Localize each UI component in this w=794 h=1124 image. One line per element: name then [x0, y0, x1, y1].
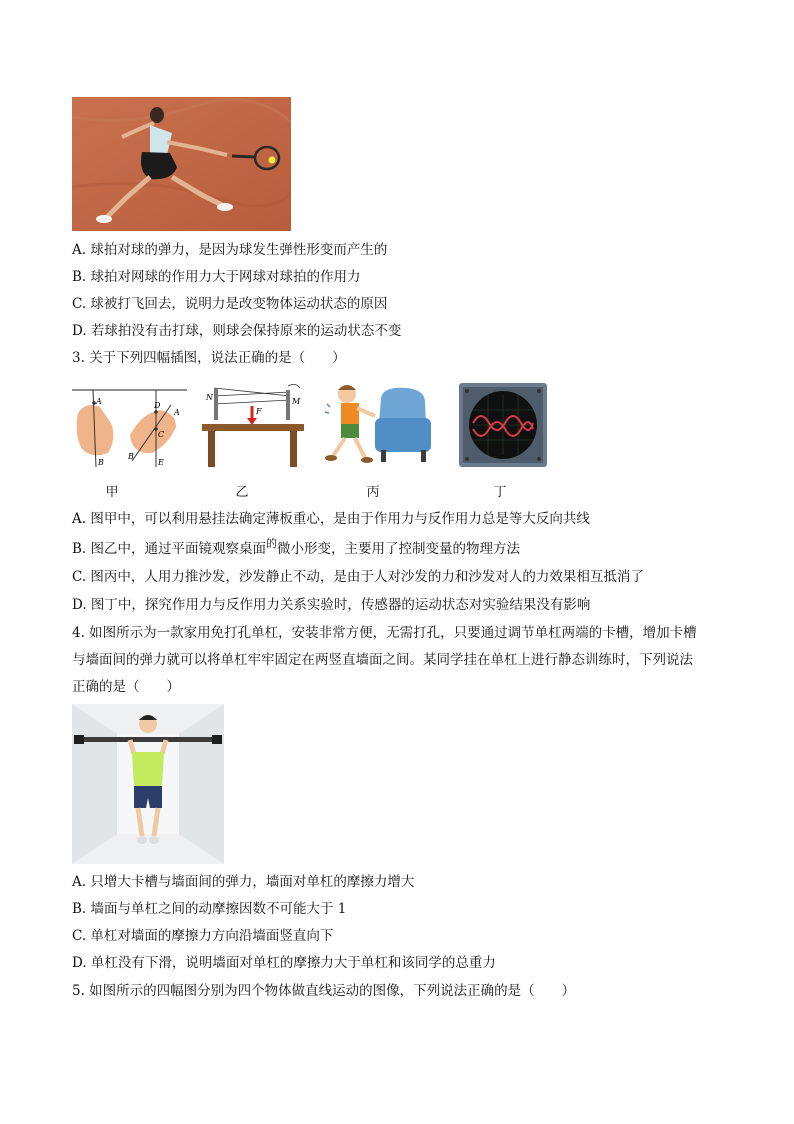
- figure-bing: [323, 378, 435, 470]
- q3-stem: 3. 关于下列四幅插图，说法正确的是（ ）: [72, 350, 346, 366]
- q3-option-b-part2: 微小形变，主要用了控制变量的物理方法: [277, 541, 521, 557]
- q4-option-c: C. 单杠对墙面的摩擦力方向沿墙面竖直向下: [72, 928, 334, 944]
- figure-ding: [459, 383, 547, 467]
- caption-yi: 乙: [235, 485, 249, 500]
- label-e: E: [158, 458, 164, 467]
- figure-jia: [72, 385, 187, 470]
- q5-stem: 5. 如图所示的四幅图分别为四个物体做直线运动的图像，下列说法正确的是（ ）: [72, 983, 576, 999]
- caption-bing: 丙: [366, 485, 380, 500]
- label-a1: A: [96, 397, 102, 406]
- q3-option-d: D. 图丁中，探究作用力与反作用力关系实验时，传感器的运动状态对实验结果没有影响: [72, 597, 591, 613]
- label-b2: B: [128, 452, 134, 461]
- q4-stem-line-2: 与墙面间的弹力就可以将单杠牢牢固定在两竖直墙面之间。某同学挂在单杠上进行静态训练时，下列说法: [72, 652, 693, 668]
- q3-option-b-part1: B. 图乙中，通过平面镜观察桌面: [72, 541, 267, 557]
- label-f: F: [256, 407, 262, 416]
- q2-option-d: D. 若球拍没有击打球，则球会保持原来的运动状态不变: [72, 323, 402, 339]
- label-n: N: [206, 393, 213, 402]
- caption-jia: 甲: [105, 485, 119, 500]
- q4-option-d: D. 单杠没有下滑，说明墙面对单杠的摩擦力大于单杠和该同学的总重力: [72, 955, 496, 971]
- q2-option-a: A. 球拍对球的弹力，是因为球发生弹性形变而产生的: [72, 242, 388, 258]
- caption-ding: 丁: [493, 485, 507, 500]
- q3-option-b-de: 的: [266, 537, 278, 550]
- label-c: C: [158, 430, 165, 439]
- label-a2: A: [174, 408, 180, 417]
- pullup-bar-photo: [72, 704, 224, 864]
- q4-stem-line-1: 4. 如图所示为一款家用免打孔单杠，安装非常方便，无需打孔，只要通过调节单杠两端的卡槽，增加卡槽: [72, 625, 697, 641]
- q3-option-a: A. 图甲中，可以利用悬挂法确定薄板重心，是由于作用力与反作用力总是等大反向共线: [72, 511, 590, 527]
- label-b1: B: [98, 458, 104, 467]
- q4-option-a: A. 只增大卡槽与墙面间的弹力，墙面对单杠的摩擦力增大: [72, 874, 415, 890]
- q3-option-b: [72, 537, 521, 559]
- tennis-photo: [72, 97, 291, 231]
- q2-option-c: C. 球被打飞回去，说明力是改变物体运动状态的原因: [72, 296, 388, 312]
- label-d: D: [154, 401, 161, 410]
- figure-yi: [200, 380, 306, 470]
- label-m: M: [292, 397, 301, 406]
- q3-option-c: C. 图丙中，人用力推沙发，沙发静止不动，是由于人对沙发的力和沙发对人的力效果相互抵消了: [72, 569, 644, 585]
- q4-stem-line-3: 正确的是（ ）: [72, 679, 180, 695]
- q4-option-b: B. 墙面与单杠之间的动摩擦因数不可能大于 1: [72, 901, 347, 917]
- q2-option-b: B. 球拍对网球的作用力大于网球对球拍的作用力: [72, 269, 361, 285]
